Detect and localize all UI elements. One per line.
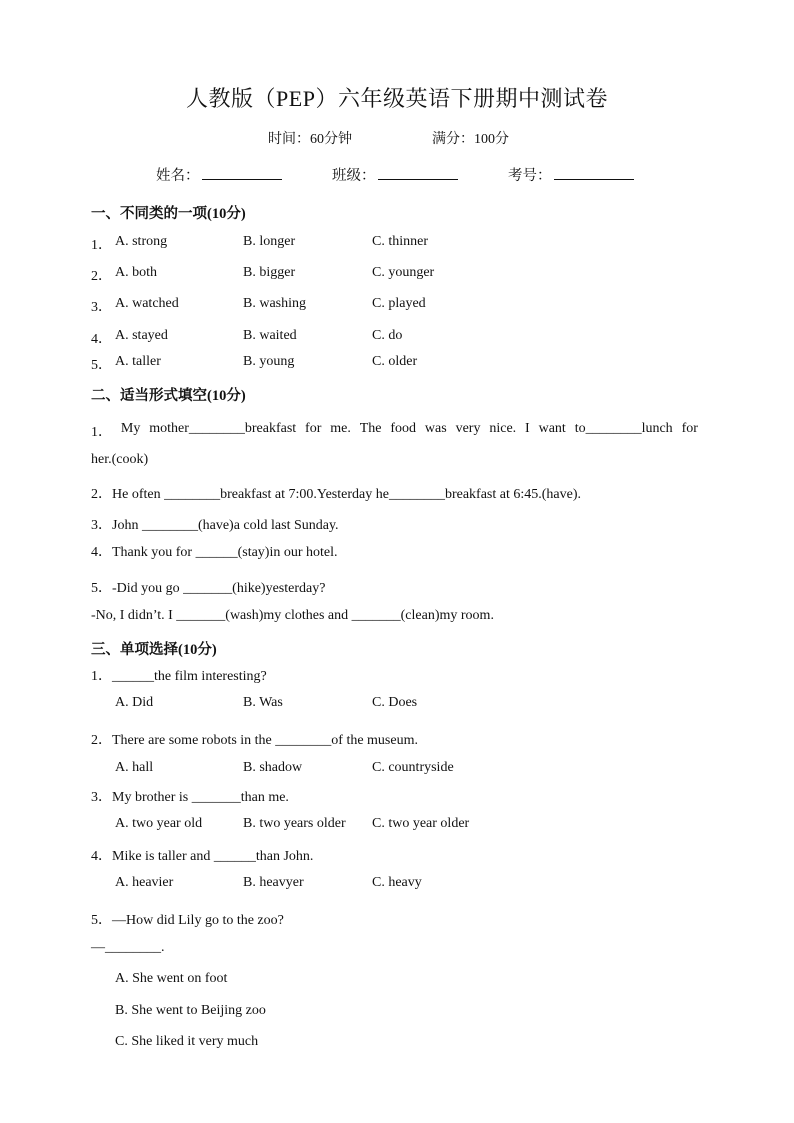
section1-heading: 一、不同类的一项(10分) [91,206,246,222]
s1-q5-option-c: C. older [372,354,418,369]
s2-q3: 3．John ________(have)a cold last Sunday. [91,518,339,533]
s1-q5-number: 5． [91,358,112,373]
s1-q1-number: 1． [91,238,112,253]
exam-time: 时间：60分钟 [268,132,352,147]
s3-q3-option-c: C. two year older [372,816,470,831]
s1-q3-option-a: A. watched [115,296,179,311]
s3-q4: 4．Mike is taller and ______than John. [91,849,314,864]
s2-q1-word: nice. [489,421,517,436]
name-field [156,164,282,185]
s1-q2-number: 2． [91,269,112,284]
s2-q1-word: The [359,421,382,436]
s2-q1-word: mother________breakfast [149,421,297,436]
section3-heading: 三、单项选择(10分) [91,642,217,658]
s1-q3-option-b: B. washing [243,296,306,311]
s1-q2-option-b: B. bigger [243,265,296,280]
s3-q5-option-b: B. She went to Beijing zoo [115,1003,266,1018]
s2-q5-answer: -No, I didn’t. I _______(wash)my clothes and _______(clean)my room. [91,608,494,623]
s3-q1: 1．______the film interesting? [91,669,267,684]
s1-q5-option-b: B. young [243,354,295,369]
s2-q1-word: My [120,421,141,436]
s3-q4-option-b: B. heavyer [243,875,304,890]
s3-q3: 3．My brother is _______than me. [91,790,289,805]
s2-q1-word: for [305,421,322,436]
s2-q1-word: me. [330,421,351,436]
s3-q1-option-b: B. Was [243,695,283,710]
s3-q5-option-c: C. She liked it very much [115,1034,259,1049]
s1-q3-option-c: C. played [372,296,426,311]
s1-q1-option-b: B. longer [243,234,296,249]
s3-q2-option-c: C. countryside [372,760,454,775]
exam-number-field [508,164,634,185]
s2-q1-word: I [525,421,530,436]
section2-heading: 二、适当形式填空(10分) [91,388,246,404]
s3-q1-option-a: A. Did [115,695,154,710]
s2-q5: 5．-Did you go _______(hike)yesterday? [91,581,326,596]
s3-q2-option-a: A. hall [115,760,154,775]
s3-q1-option-c: C. Does [372,695,418,710]
s1-q4-number: 4． [91,332,112,347]
s2-q1-line1 [91,421,698,441]
exam-number-label: 考号： [508,168,552,184]
s2-q2: 2．He often ________breakfast at 7:00.Yesterday he________breakfast at 6:45.(have). [91,487,581,502]
s1-q1-option-a: A. strong [115,234,168,249]
s2-q1-word: food [390,421,417,436]
s1-q4-option-c: C. do [372,328,403,343]
s3-q5: 5．—How did Lily go to the zoo? [91,913,284,928]
s2-q1-word: for [681,421,698,436]
exam-title: 人教版（PEP）六年级英语下册期中测试卷 [186,86,608,111]
s3-q4-option-a: A. heavier [115,875,174,890]
s2-q1-word: was [424,421,447,436]
s1-q1-option-c: C. thinner [372,234,428,249]
s2-q1-word: 1． [91,425,112,440]
class-label: 班级： [332,168,376,184]
s1-q3-number: 3． [91,300,112,315]
s3-q5-answer: —________. [91,940,165,955]
s2-q1-line2: her.(cook) [91,452,149,467]
s1-q2-option-c: C. younger [372,265,435,280]
s1-q2-option-a: A. both [115,265,157,280]
class-blank [378,165,458,180]
s3-q4-option-c: C. heavy [372,875,422,890]
s3-q3-option-b: B. two years older [243,816,346,831]
s3-q2-option-b: B. shadow [243,760,303,775]
s2-q4: 4．Thank you for ______(stay)in our hotel. [91,545,338,560]
s2-q1-word: very [455,421,481,436]
s1-q5-option-a: A. taller [115,354,161,369]
exam-number-blank [554,165,634,180]
s3-q2: 2．There are some robots in the ________of the museum. [91,733,418,748]
s3-q5-option-a: A. She went on foot [115,971,228,986]
s2-q1-word: want [538,421,566,436]
s1-q4-option-a: A. stayed [115,328,168,343]
class-field [332,164,458,185]
s3-q3-option-a: A. two year old [115,816,203,831]
s2-q1-word: to________lunch [574,421,673,436]
name-blank [202,165,282,180]
s1-q4-option-b: B. waited [243,328,297,343]
exam-full-score: 满分：100分 [432,132,509,147]
name-label: 姓名： [156,168,200,184]
